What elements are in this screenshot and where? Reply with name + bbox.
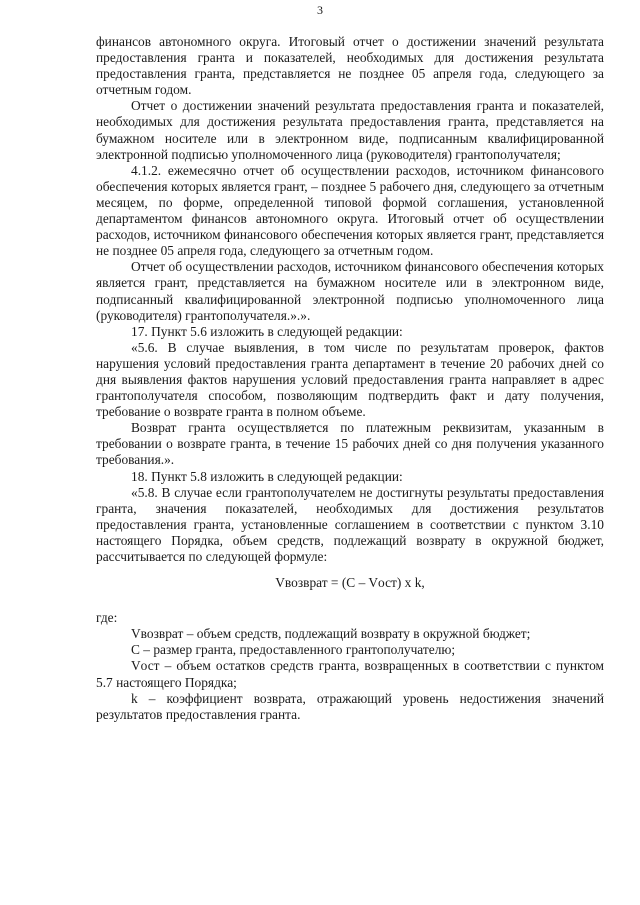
paragraph: «5.8. В случае если грантополучателем не достигнуты результаты предоставления гранта, значения показателей, необходимых для достижения результатов предоставления гранта, установленные соглашением в соответствии с пунктом 3.10 настоящего Порядка, объем средств, подлежащий возврату в окружной бюджет, рассчитывается по следующей формуле: [96, 484, 604, 564]
formula: Vвозврат = (C – Vост) x k, [275, 575, 425, 591]
paragraph: «5.6. В случае выявления, в том числе по результатам проверок, фактов нарушения условий предоставления гранта департамент в течение 20 рабочих дней со дня выявления фактов нарушения условий предоставления гранта направляет в адрес грантополучателя способом, позволяющим подтвердить факт и дату получения, требование о возврате гранта в полном объеме. [96, 339, 604, 420]
paragraph: 4.1.2. ежемесячно отчет об осуществлении расходов, источником финансового обеспечения которых является грант, – позднее 5 рабочего дня, следующего за отчетным месяцем, по форме, определенной типовой формой соглашения, установленной департаментом финансов автономного округа. Итоговый отчет об осуществлении расходов, источником финансового обеспечения которых является грант, представляется не позднее 05 апреля года, следующего за отчетным годом. [96, 162, 604, 259]
paragraph: Отчет об осуществлении расходов, источником финансового обеспечения которых является грант, представляется на бумажном носителе или в электронном виде, подписанный квалифицированной электронной подписью уполномоченного лица (руководителя) грантополучателя.».». [96, 259, 604, 323]
paragraph: Возврат гранта осуществляется по платежным реквизитам, указанным в требовании о возврате гранта, в течение 15 рабочих дней со дня получения указанного требования.». [96, 420, 604, 468]
paragraph: где: [96, 610, 118, 626]
paragraph: 18. Пункт 5.8 изложить в следующей редакции: [131, 468, 403, 484]
paragraph: Vост – объем остатков средств гранта, возвращенных в соответствии с пунктом 5.7 настоящего Порядка; [96, 658, 604, 690]
paragraph: финансов автономного округа. Итоговый отчет о достижении значений результата предоставления гранта и показателей, необходимых для достижения результата предоставления гранта, представляется не позднее 05 апреля года, следующего за отчетным годом. [96, 34, 604, 98]
paragraph: C – размер гранта, предоставленного грантополучателю; [131, 642, 456, 658]
paragraph: 17. Пункт 5.6 изложить в следующей редакции: [131, 323, 403, 339]
paragraph: Vвозврат – объем средств, подлежащий возврату в окружной бюджет; [131, 626, 531, 642]
document-body [96, 34, 604, 723]
paragraph: k – коэффициент возврата, отражающий уровень недостижения значений результатов предоставления гранта. [96, 690, 604, 722]
paragraph: Отчет о достижении значений результата предоставления гранта и показателей, необходимых для достижения результата предоставления гранта, представляется на бумажном носителе или в электронном виде, подписанным квалифицированной электронной подписью уполномоченного лица (руководителя) грантополучателя; [96, 98, 604, 162]
page-number: 3 [317, 3, 323, 17]
